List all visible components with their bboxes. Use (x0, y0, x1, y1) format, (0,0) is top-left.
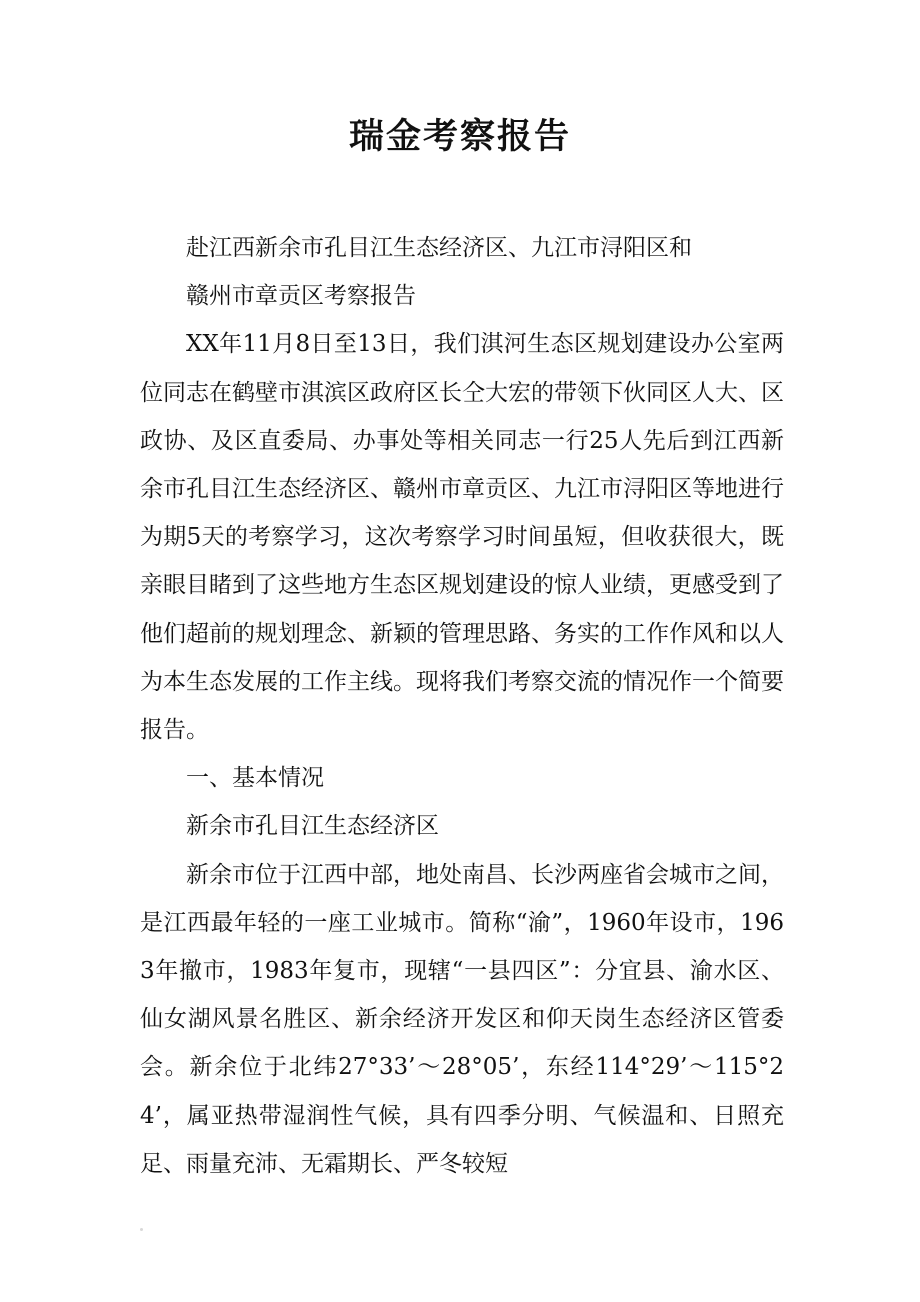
section-heading-basic-situation: 一、基本情况 (186, 765, 324, 792)
paragraph-xinyu-description: 新余市位于江西中部，地处南昌、长沙两座省会城市之间，是江西最年轻的一座工业城市。简称“渝”，1960年设市，1963年撤市，1983年复市，现辖“一县四区”：分宜县、渝水区、仙女湖风景名胜区、新余经济开发区和仰天岗生态经济区管委会。新余位于北纬27°33’～28°05’，东经114°29’～115°24’，属亚热带湿润性气候，具有四季分明、气候温和、日照充足、雨量充沛、无霜期长、严冬较短 (140, 861, 784, 1177)
paragraph-subtitle-line-2: 赣州市章贡区考察报告 (186, 283, 416, 310)
page-marker-dot (140, 1228, 143, 1231)
subsection-heading-xinyu: 新余市孔目江生态经济区 (186, 813, 439, 840)
paragraph-subtitle-line-1: 赴江西新余市孔目江生态经济区、九江市浔阳区和 (186, 235, 692, 261)
document-title: 瑞金考察报告 (348, 116, 571, 157)
document-body (140, 224, 784, 1188)
paragraph-intro: XX年11月8日至13日，我们淇河生态区规划建设办公室两位同志在鹤壁市淇滨区政府区长仝大宏的带领下伙同区人大、区政协、及区直委局、办事处等相关同志一行25人先后到江西新余市孔目江生态经济区、赣州市章贡区、九江市浔阳区等地进行为期5天的考察学习，这次考察学习时间虽短，但收获很大，既亲眼目睹到了这些地方生态区规划建设的惊人业绩，更感受到了他们超前的规划理念、新颖的管理思路、务实的工作作风和以人为本生态发展的工作主线。现将我们考察交流的情况作一个简要报告。 (140, 331, 784, 744)
